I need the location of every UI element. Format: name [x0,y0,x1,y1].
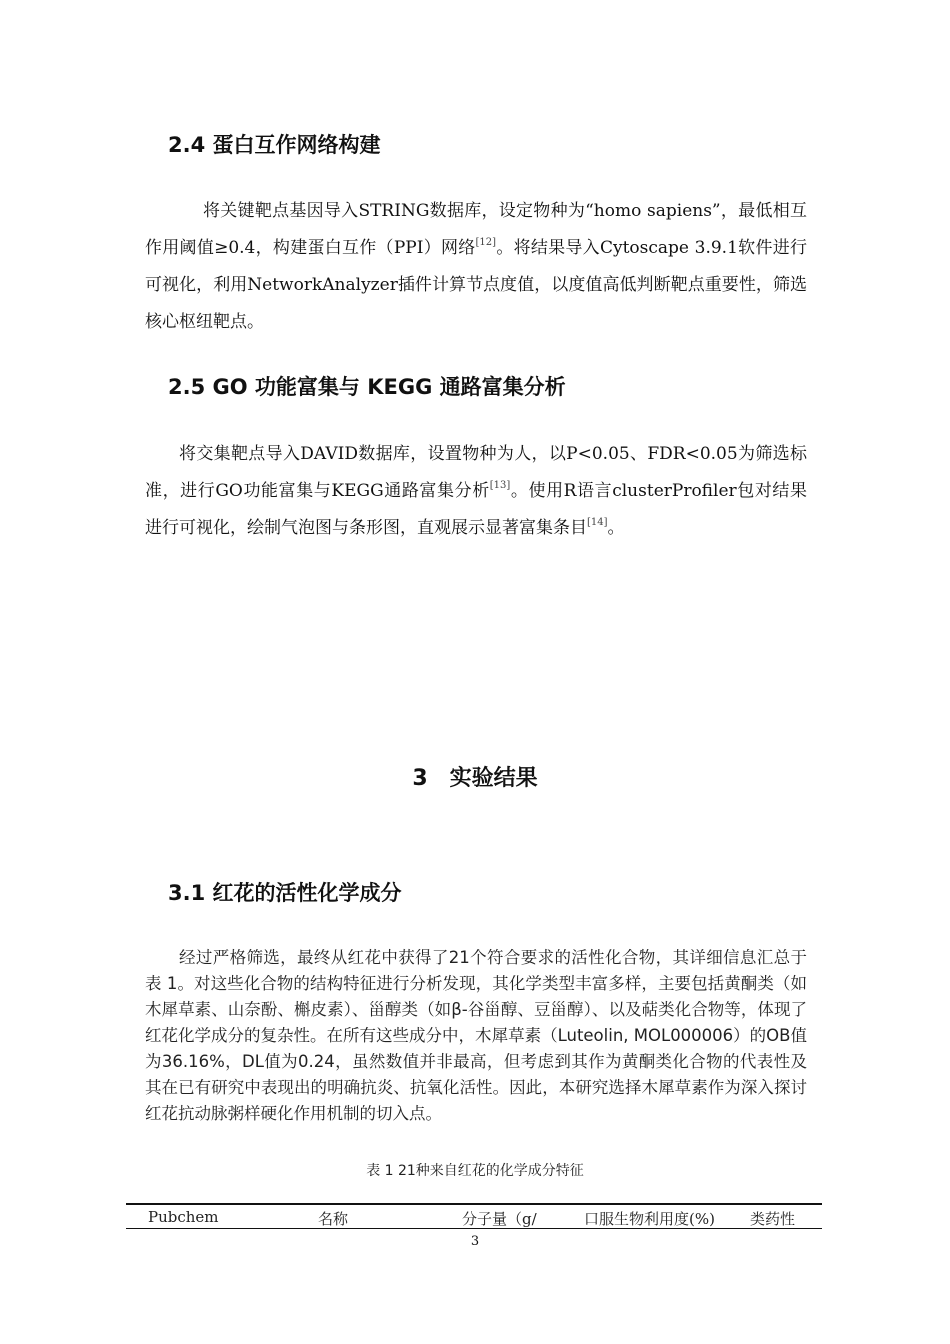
table-top-rule [126,1203,822,1205]
section-heading-2-4: 2.4 蛋白互作网络构建 [168,133,381,157]
table-header-oral-bioavailability: 口服生物利用度(%) [584,1210,715,1228]
citation-14: [14] [587,517,608,528]
paragraph-3-1: 经过严格筛选，最终从红花中获得了21个符合要求的活性化合物，其详细信息汇总于表 1。对这些化合物的结构特征进行分析发现，其化学类型丰富多样，主要包括黄酮类（如木犀草素、山奈酚、槲皮素）、甾醇类（如β-谷甾醇、豆甾醇）、以及萜类化合物等，体现了红花化学成分的复杂性。在所有这些成分中，木犀草素（Luteolin, MOL000006）的OB值为36.16%，DL值为0.24，虽然数值并非最高，但考虑到其作为黄酮类化合物的代表性及其在已有研究中表现出的明确抗炎、抗氧化活性。因此，本研究选择木犀草素作为深入探讨红花抗动脉粥样硬化作用机制的切入点。 [145,948,807,1123]
table-header-drug-likeness: 类药性 [750,1210,796,1228]
section-heading-3-1: 3.1 红花的活性化学成分 [168,881,402,905]
page-number: 3 [470,1234,480,1249]
section-heading-2-5: 2.5 GO 功能富集与 KEGG 通路富集分析 [168,375,566,399]
table-header-rule [126,1228,822,1229]
table-header-pubchem: Pubchem [148,1208,219,1226]
citation-12: [12] [475,237,497,248]
table-caption: 表 1 21种来自红花的化学成分特征 [366,1163,584,1179]
table-header-molecular-weight: 分子量（g/ [462,1210,537,1228]
paragraph-text: 将交集靶点导入DAVID数据库，设置物种为人，以P<0.05、FDR<0.05为筛选标准，进行GO功能富集与KEGG通路富集分析 [145,444,807,501]
paragraph-text: 。 [607,518,625,538]
paragraph-text: 将关键靶点基因导入STRING数据库，设定物种为“homo sapiens”，最低相互作用阈值≥0.4，构建蛋白互作（PPI）网络 [145,201,807,258]
paragraph-2-4 [145,193,807,341]
chapter-number: 3 [412,766,428,791]
paragraph-2-5 [145,436,807,547]
table-header-name: 名称 [318,1210,349,1228]
chapter-title: 实验结果 [449,766,538,791]
citation-13: [13] [489,480,511,491]
paragraph-text: 。将结果导入Cytoscape 3.9.1软件进行可视化，利用NetworkAnalyzer插件计算节点度值，以度值高低判断靶点重要性，筛选核心枢纽靶点。 [145,238,807,332]
paragraph-text: 。使用R语言clusterProfiler包对结果进行可视化，绘制气泡图与条形图，直观展示显著富集条目 [145,481,807,538]
chapter-heading-3 [0,761,950,792]
